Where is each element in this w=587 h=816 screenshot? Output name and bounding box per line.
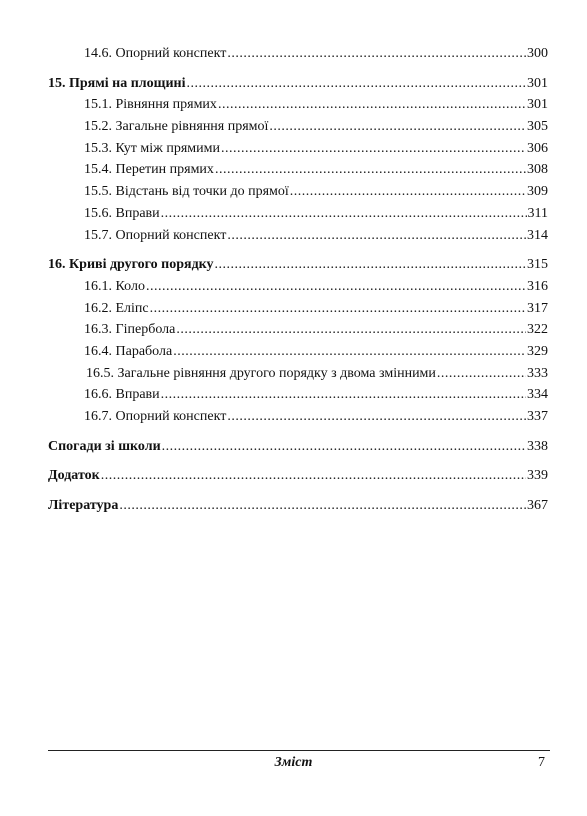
toc-entry-page: 314 — [527, 227, 548, 243]
toc-chapter-label: Література — [48, 498, 119, 514]
dot-leader — [227, 225, 526, 247]
toc-chapter-15 — [48, 73, 548, 95]
toc-entry-label: 16.3. Гіпербола — [84, 322, 176, 338]
toc-entry-label: 15.7. Опорний конспект — [84, 227, 227, 243]
dot-leader — [146, 276, 526, 298]
toc-entry-14-6 — [48, 43, 548, 65]
toc-chapter-appendix — [48, 465, 548, 487]
toc-entry-label: 16.6. Вправи — [84, 387, 160, 403]
toc-chapter-label: Додаток — [48, 468, 100, 484]
dot-leader — [101, 465, 526, 487]
toc-entry-page: 337 — [527, 409, 548, 424]
dot-leader — [162, 436, 526, 458]
toc-entry-page: 338 — [527, 438, 548, 454]
toc-entry-label: 16.1. Коло — [84, 278, 145, 294]
toc-entry-page: 308 — [527, 162, 548, 178]
toc-entry-15-4 — [48, 159, 548, 181]
dot-leader — [290, 181, 526, 203]
dot-leader — [218, 94, 526, 116]
toc-entry-page: 339 — [527, 468, 548, 484]
toc-entry-label: 16.4. Парабола — [84, 343, 173, 359]
toc-chapter-memories — [48, 436, 548, 458]
dot-leader — [215, 254, 526, 276]
dot-leader — [227, 43, 526, 65]
toc-entry-page: 301 — [527, 75, 548, 91]
toc-entry-page: 300 — [527, 46, 548, 61]
toc-entry-page: 305 — [527, 119, 548, 135]
toc-chapter-16 — [48, 254, 548, 276]
toc-entry-label: 15.3. Кут між прямими — [84, 140, 220, 156]
toc-entry-16-1 — [48, 276, 548, 298]
toc-entry-label: 15.2. Загальне рівняння прямої — [84, 119, 269, 135]
toc-entry-16-3 — [48, 319, 548, 341]
toc-entry-16-4 — [48, 341, 548, 363]
dot-leader — [227, 406, 526, 428]
toc-entry-page: 311 — [527, 205, 548, 221]
dot-leader — [161, 384, 526, 406]
toc-entry-page: 306 — [527, 140, 548, 156]
toc-entry-label: 15.4. Перетин прямих — [84, 162, 214, 178]
toc-entry-page: 333 — [527, 365, 548, 381]
footer-divider — [48, 750, 550, 751]
toc-chapter-label: 16. Криві другого порядку — [48, 257, 214, 273]
toc-entry-15-5 — [48, 181, 548, 203]
dot-leader — [161, 203, 527, 225]
toc-entry-16-2 — [48, 298, 548, 320]
toc-chapter-label: Спогади зі школи — [48, 438, 161, 454]
toc-entry-15-2 — [48, 116, 548, 138]
toc-entry-15-7 — [48, 225, 548, 247]
toc-entry-page: 334 — [527, 387, 548, 403]
dot-leader — [269, 116, 526, 138]
table-of-contents — [48, 43, 548, 517]
toc-entry-page: 315 — [527, 257, 548, 273]
toc-chapter-literature — [48, 495, 548, 517]
toc-entry-16-5 — [48, 363, 548, 385]
toc-entry-15-1 — [48, 94, 548, 116]
toc-entry-page: 317 — [527, 300, 548, 316]
toc-entry-label: 15.5. Відстань від точки до прямої — [84, 184, 289, 200]
dot-leader — [119, 495, 526, 517]
toc-entry-page: 301 — [527, 97, 548, 113]
toc-entry-15-3 — [48, 138, 548, 160]
dot-leader — [215, 159, 526, 181]
toc-entry-16-6 — [48, 384, 548, 406]
toc-chapter-label: 15. Прямі на площині — [48, 75, 186, 91]
dot-leader — [221, 138, 526, 160]
toc-entry-label: 14.6. Опорний конспект — [84, 46, 227, 61]
toc-entry-label: 15.1. Рівняння прямих — [84, 97, 217, 113]
toc-entry-label: 16.2. Еліпс — [84, 300, 149, 316]
footer-page-number: 7 — [538, 755, 545, 770]
dot-leader — [150, 298, 526, 320]
toc-entry-label: 16.5. Загальне рівняння другого порядку з двома змінними — [86, 365, 436, 381]
toc-entry-page: 309 — [527, 184, 548, 200]
toc-entry-page: 316 — [527, 278, 548, 294]
dot-leader — [176, 319, 526, 341]
toc-entry-page: 322 — [527, 322, 548, 338]
footer-running-title: Зміст — [274, 755, 313, 770]
dot-leader — [437, 363, 526, 385]
toc-entry-16-7 — [48, 406, 548, 428]
toc-entry-label: 15.6. Вправи — [84, 205, 160, 221]
dot-leader — [187, 73, 526, 95]
dot-leader — [173, 341, 526, 363]
toc-entry-page: 367 — [527, 498, 548, 514]
toc-entry-15-6 — [48, 203, 548, 225]
toc-entry-page: 329 — [527, 343, 548, 359]
toc-entry-label: 16.7. Опорний конспект — [84, 409, 227, 424]
